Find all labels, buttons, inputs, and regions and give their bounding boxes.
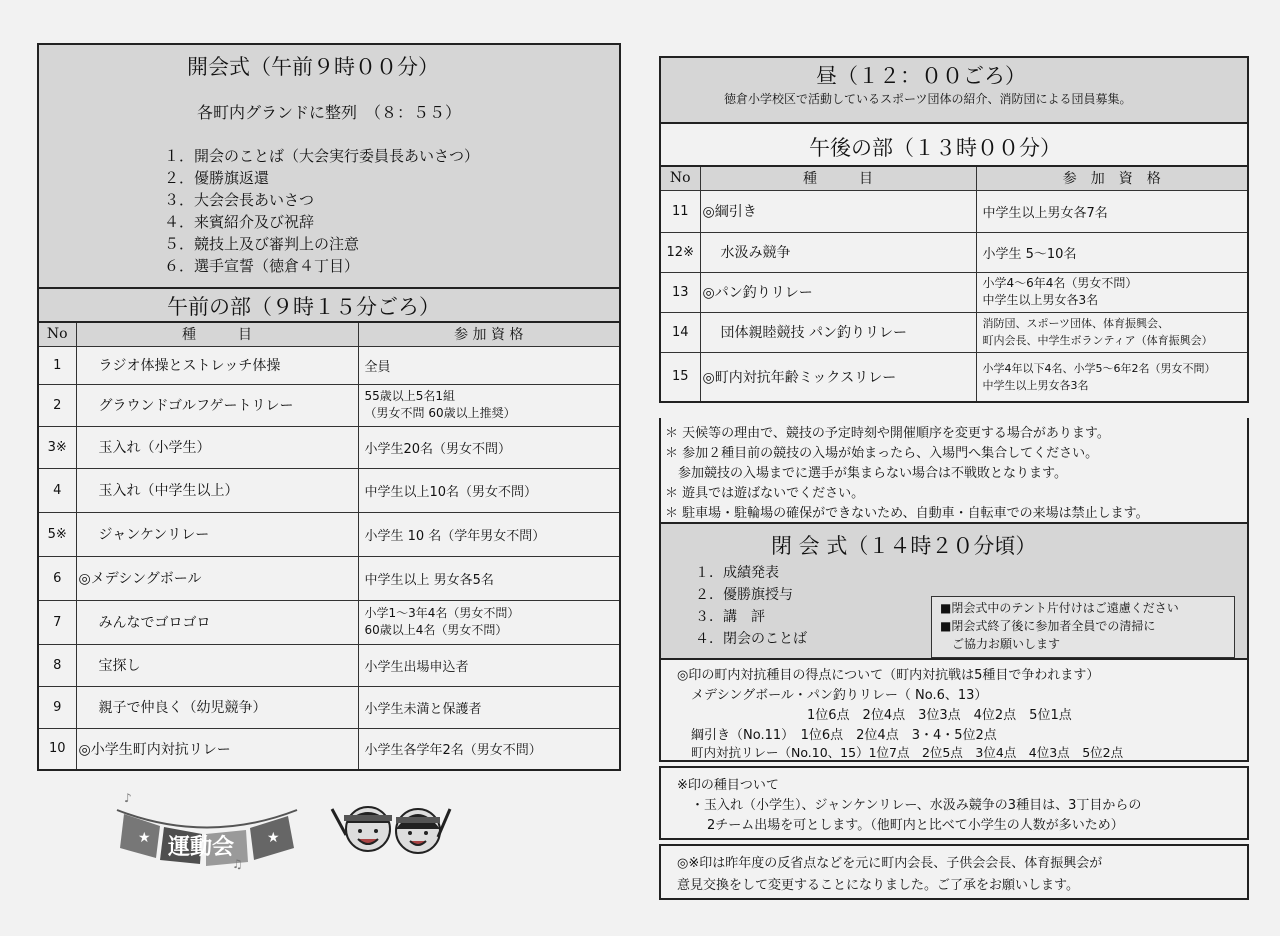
col-no: No [660,166,700,190]
notice-line: 参加競技の入場までに選手が集まらない場合は不戦敗となります。 [665,466,1067,481]
closing-notice-box [931,596,1235,658]
opening-item: ５．競技上及び審判上の注意 [164,235,360,253]
row-no: 8 [38,644,76,686]
row-event: ◎綱引き [700,190,976,232]
points-line: 町内対抗リレー（No.10、15）1位7点 2位5点 3位4点 4位3点 5位2点 [691,745,1124,760]
col-event: 種 目 [700,166,976,190]
table-row [38,686,620,728]
table-row [660,190,1248,232]
row-no: 3※ [38,426,76,468]
row-event: 団体親睦競技 パン釣りリレー [700,312,976,352]
asterisk-section [659,766,1249,840]
table-row [660,312,1248,352]
points-section [659,658,1249,762]
asterisk-line: ※印の種目ついて [677,778,779,793]
closing-notice-line: ■閉会式中のテント片付けはご遠慮ください [940,601,1179,615]
noon-section [659,56,1249,124]
table-row [38,512,620,556]
points-line: 1位6点 2位4点 3位3点 4位2点 5位1点 [807,708,1072,723]
revision-section [659,844,1249,900]
points-line: 綱引き（No.11） 1位6点 2位4点 3・4・5位2点 [691,728,997,743]
row-event: 玉入れ（小学生） [76,426,358,468]
col-no: No [38,322,76,346]
table-row [38,426,620,468]
afternoon-table [659,165,1249,403]
opening-lineup: 各町内グランドに整列 （８：５５） [197,103,462,122]
asterisk-line: ・玉入れ（小学生）、ジャンケンリレー、水汲み競争の3種目は、3丁目からの [691,798,1142,813]
afternoon-title: 午後の部（１３時００分） [809,136,1061,160]
row-no: 4 [38,468,76,512]
row-no: 1 [38,346,76,384]
opening-item: ２．優勝旗返還 [164,169,270,187]
row-no: 11 [660,190,700,232]
opening-title: 開会式（午前９時００分） [187,55,439,79]
table-header-row [660,166,1248,190]
row-elig: 小学1～3年4名（男女不問） 60歳以上4名（男女不問） [358,600,620,644]
closing-items [695,562,807,650]
closing-title: 閉 会 式（１４時２０分頃） [771,534,1037,558]
table-row [38,600,620,644]
row-no: 10 [38,728,76,770]
row-elig: 小学生未満と保護者 [358,686,620,728]
row-event: ◎小学生町内対抗リレー [76,728,358,770]
row-event: グラウンドゴルフゲートリレー [76,384,358,426]
opening-item: ６．選手宣誓（徳倉４丁目） [164,257,360,275]
row-no: 13 [660,272,700,312]
notice-line: ＊ 天候等の理由で、競技の予定時刻や開催順序を変更する場合があります。 [665,426,1110,441]
morning-table [37,321,621,771]
noon-title: 昼（１２：００ごろ） [816,64,1026,88]
closing-item: ４．閉会のことば [695,631,807,647]
row-event: 水汲み競争 [700,232,976,272]
morning-title-bar [37,287,621,321]
row-elig: 中学生以上 男女各5名 [358,556,620,600]
opening-item: ３．大会会長あいさつ [164,191,315,209]
table-row [38,346,620,384]
notice-line: ＊ 駐車場・駐輪場の確保ができないため、自動車・自転車での来場は禁止します。 [665,506,1149,521]
row-event: ジャンケンリレー [76,512,358,556]
row-elig: 中学生以上10名（男女不問） [358,468,620,512]
row-no: 5※ [38,512,76,556]
row-elig: 小学生20名（男女不問） [358,426,620,468]
row-elig: 全員 [358,346,620,384]
row-no: 9 [38,686,76,728]
row-event: みんなでゴロゴロ [76,600,358,644]
row-elig: 55歳以上5名1組 （男女不問 60歳以上推奨） [358,384,620,426]
col-event: 種 目 [76,322,358,346]
opening-items [164,145,479,277]
revision-line: 意見交換をして変更することになりました。ご了承をお願いします。 [677,878,1079,893]
row-event: ◎メデシングボール [76,556,358,600]
table-header-row [38,322,620,346]
row-no: 14 [660,312,700,352]
row-elig: 小学4～6年4名（男女不問） 中学生以上男女各3名 [976,272,1248,312]
points-line: ◎印の町内対抗種目の得点について（町内対抗戦は5種目で争われます） [677,668,1100,683]
noon-description: 徳倉小学校区で活動しているスポーツ団体の紹介、消防団による団員募集。 [724,92,1132,106]
row-elig: 小学生 5～10名 [976,232,1248,272]
table-row [660,232,1248,272]
row-elig: 小学生各学年2名（男女不問） [358,728,620,770]
children-illustration [328,795,458,875]
row-event: ◎町内対抗年齢ミックスリレー [700,352,976,402]
table-row [38,468,620,512]
table-row [38,728,620,770]
row-no: 7 [38,600,76,644]
opening-item: １．開会のことば（大会実行委員長あいさつ） [164,147,480,165]
banner-text: 運動会 [168,835,235,860]
afternoon-title-bar [659,122,1249,166]
row-event: 玉入れ（中学生以上） [76,468,358,512]
opening-section [37,43,621,289]
notice-line: ＊ 参加２種目前の競技の入場が始まったら、入場門へ集合してください。 [665,446,1099,461]
svg-text:★: ★ [138,830,151,846]
row-event: ◎パン釣りリレー [700,272,976,312]
row-no: 2 [38,384,76,426]
table-row [660,272,1248,312]
row-elig: 小学生 10 名（学年男女不問） [358,512,620,556]
row-no: 15 [660,352,700,402]
table-row [38,384,620,426]
points-line: メデシングボール・パン釣りリレー（ No.6、13） [691,688,988,703]
sports-day-banner-illustration [112,790,302,870]
row-elig: 小学4年以下4名、小学5～6年2名（男女不問） 中学生以上男女各3名 [976,352,1248,402]
row-no: 6 [38,556,76,600]
closing-item: ３．講 評 [695,609,765,625]
asterisk-line: 2チーム出場を可とします。（他町内と比べて小学生の人数が多いため） [707,818,1124,833]
svg-text:♫: ♫ [232,857,243,870]
row-event: 親子で仲良く（幼児競争） [76,686,358,728]
row-elig: 消防団、スポーツ団体、体育振興会、 町内会長、中学生ボランティア（体育振興会） [976,312,1248,352]
closing-notice-line: ■閉会式終了後に参加者全員での清掃に [940,619,1156,633]
table-row [38,556,620,600]
closing-item: １．成績発表 [695,565,779,581]
row-elig: 中学生以上男女各7名 [976,190,1248,232]
row-event: 宝探し [76,644,358,686]
row-event: ラジオ体操とストレッチ体操 [76,346,358,384]
col-elig: 参 加 資 格 [976,166,1248,190]
row-no: 12※ [660,232,700,272]
notice-line: ＊ 遊具では遊ばないでください。 [665,486,865,501]
closing-section [659,522,1249,660]
svg-text:★: ★ [267,830,280,846]
closing-notice-line: ご協力お願いします [940,637,1061,651]
svg-text:♪: ♪ [124,791,132,805]
table-row [38,644,620,686]
morning-title: 午前の部（９時１５分ごろ） [167,295,440,319]
opening-item: ４．来賓紹介及び祝辞 [164,213,315,231]
notices-section [659,418,1249,522]
revision-line: ◎※印は昨年度の反省点などを元に町内会長、子供会会長、体育振興会が [677,856,1103,871]
row-elig: 小学生出場申込者 [358,644,620,686]
col-elig: 参 加 資 格 [358,322,620,346]
closing-item: ２．優勝旗授与 [695,587,793,603]
table-row [660,352,1248,402]
